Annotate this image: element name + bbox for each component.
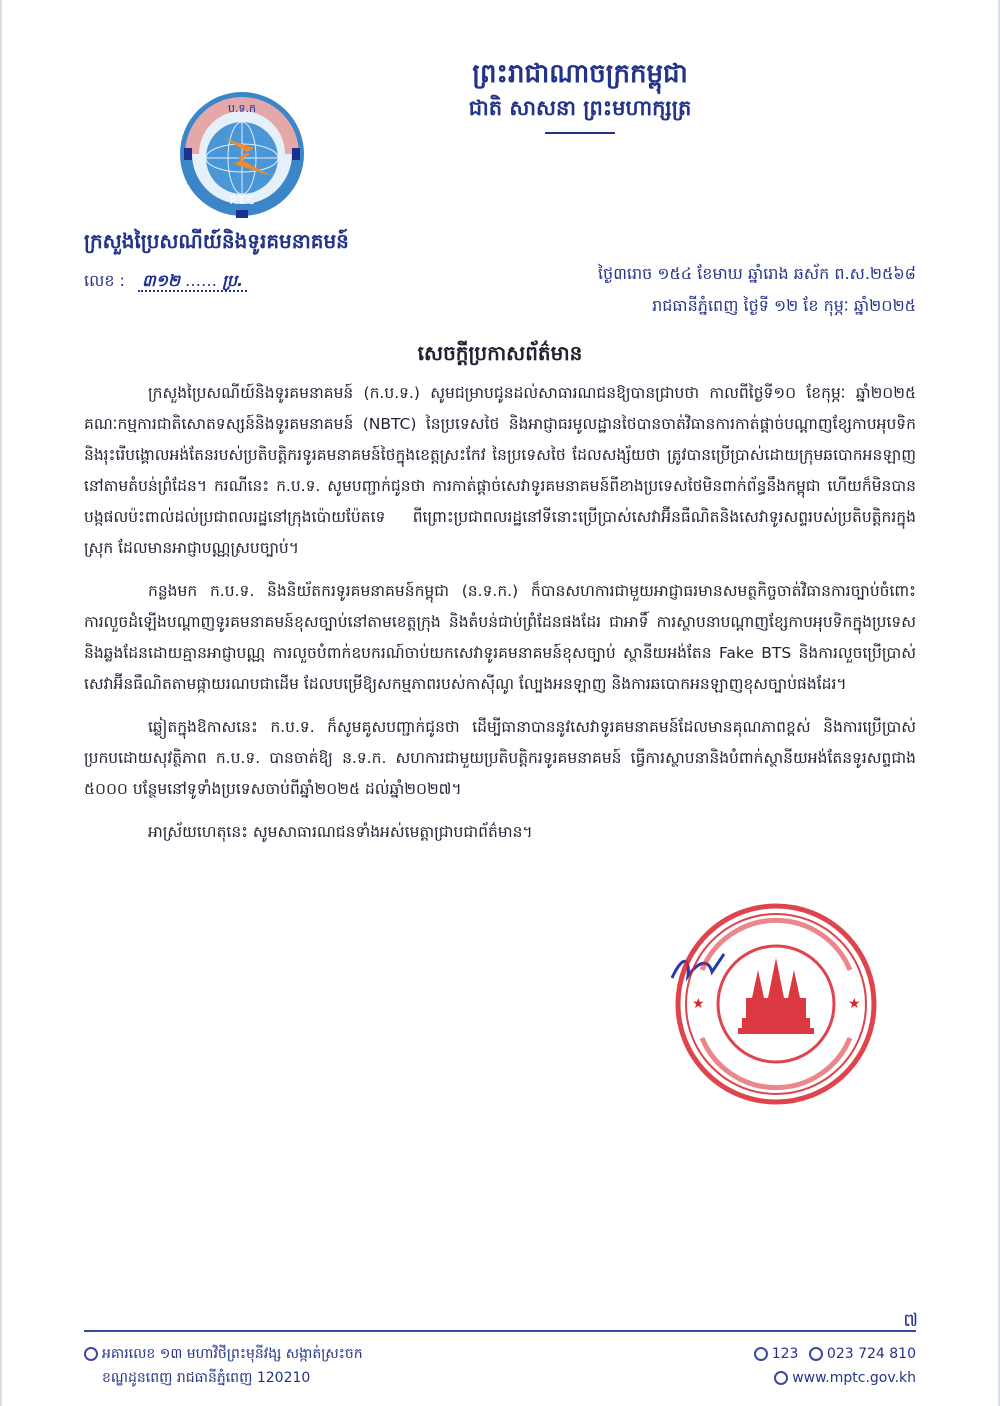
location-pin-icon bbox=[84, 1347, 98, 1361]
ministry-logo bbox=[176, 88, 308, 220]
phone-icon bbox=[809, 1347, 823, 1361]
hotline[interactable]: 123 bbox=[771, 1346, 799, 1362]
document-body bbox=[84, 378, 916, 860]
page-number: ៧ bbox=[903, 1310, 918, 1331]
ministry-name: ក្រសួងប្រៃសណីយ៍និងទូរគមនាគមន៍ bbox=[84, 229, 349, 253]
ornament-divider bbox=[545, 128, 615, 138]
reference-number-value: ៣១២ bbox=[142, 271, 180, 290]
footer-contact bbox=[656, 1342, 916, 1390]
national-motto: ជាតិ សាសនា ព្រះមហាក្សត្រ bbox=[468, 96, 692, 120]
paragraph-4: អាស្រ័យហេតុនេះ សូមសាធារណជនទាំងអស់មេត្តាជ្រាបជាព័ត៌មាន។ bbox=[148, 823, 533, 841]
reference-value: ៣១២ …… ប្រ. bbox=[138, 271, 247, 292]
official-seal bbox=[672, 900, 880, 1108]
lunar-date: ថ្ងៃ៣រោច ១៥៤ ខែមាឃ ឆ្នាំរោង ឆស័ក ព.ស.២៥៦៨ bbox=[597, 264, 916, 283]
paragraph-3: ឆ្លៀតក្នុងឱកាសនេះ ក.ប.ទ. ក៏សូមគូសបញ្ជាក់ជូនថា ដើម្បីធានាបាននូវសេវាទូរគមនាគមន៍ដែលមានគុណភាពខ្ពស់ និងការប្រើប្រាស់ប្រកបដោយសុវត្ថិភាព ក.ប.ទ. បានចាត់ឱ្យ ន.ទ.ក. សហការជាមួយប្រតិបត្តិករទូរគមនាគមន៍ ធ្វើការស្ថាបនានិងបំពាក់ស្ថានីយអង់តែនទូរសព្ទជាង ៥០០០ បន្ថែមនៅទូទាំងប្រទេសចាប់ពីឆ្នាំ២០២៥ ដល់ឆ្នាំ២០២៧។ bbox=[84, 718, 916, 798]
logo-text-bottom: P.T.C bbox=[229, 194, 255, 207]
phone-icon bbox=[754, 1347, 768, 1361]
footer-address bbox=[84, 1342, 604, 1390]
address-line-1: អគារលេខ ១៣ មហាវិថីព្រះមុនីវង្ស សង្កាត់ស្រះចក bbox=[84, 1342, 604, 1366]
svg-text:★: ★ bbox=[692, 996, 705, 1012]
kingdom-header bbox=[300, 56, 860, 138]
svg-text:★: ★ bbox=[848, 996, 861, 1012]
date-block bbox=[446, 258, 916, 322]
paragraph-1: ក្រសួងប្រៃសណីយ៍និងទូរគមនាគមន៍ (ក.ប.ទ.) សូមជម្រាបជូនដល់សាធារណជនឱ្យបានជ្រាបថា កាលពីថ្ងៃទី១០ ខែកុម្ភៈ ឆ្នាំ២០២៥ គណៈកម្មការជាតិសោតទស្សន៍និងទូរគមនាគមន៍ (NBTC) នៃប្រទេសថៃ និងអាជ្ញាធរមូលដ្ឋានថៃបានចាត់វិធានការកាត់ផ្តាច់បណ្តាញខ្សែកាបអុបទិក និងរុះរើបង្គោលអង់តែនរបស់ប្រតិបត្តិករទូរគមនាគមន៍ថៃក្នុងខេត្តស្រះកែវ នៃប្រទេសថៃ ដែលសង្ស័យថា ត្រូវបានប្រើប្រាស់ដោយក្រុមឆបោកអនឡាញនៅតាមតំបន់ព្រំដែន។ ករណីនេះ ក.ប.ទ. សូមបញ្ជាក់ជូនថា ការកាត់ផ្តាច់សេវាទូរគមនាគមន៍ពីខាងប្រទេសថៃមិនពាក់ព័ន្ធនឹងកម្ពុជា ហើយក៏មិនបានបង្កផលប៉ះពាល់ដល់ប្រជាពលរដ្ឋនៅក្រុងប៉ោយប៉ែតទេ ពីព្រោះប្រជាពលរដ្ឋនៅទីនោះប្រើប្រាស់សេវាអ៊ីនធឺណិតនិងសេវាទូរសព្ទរបស់ប្រតិបត្តិករក្នុងស្រុក ដែលមានអាជ្ញាបណ្ណស្របច្បាប់។ bbox=[84, 384, 916, 557]
website-link[interactable]: www.mptc.gov.kh bbox=[792, 1370, 916, 1386]
globe-icon bbox=[774, 1371, 788, 1385]
solar-date: រាជធានីភ្នំពេញ ថ្ងៃទី ១២ ខែ កុម្ភៈ ឆ្នាំ២០២៥ bbox=[652, 296, 916, 315]
document-title: សេចក្តីប្រកាសព័ត៌មាន bbox=[417, 341, 583, 365]
reference-suffix: ប្រ. bbox=[222, 271, 244, 290]
footer-divider bbox=[84, 1330, 916, 1332]
phone-number[interactable]: 023 724 810 bbox=[826, 1346, 916, 1362]
paragraph-2: កន្លងមក ក.ប.ទ. និងនិយ័តករទូរគមនាគមន៍កម្ពុជា (ន.ទ.ក.) ក៏បានសហការជាមួយអាជ្ញាធរមានសមត្ថកិច្ចចាត់វិធានការច្បាប់ចំពោះការលួចដំឡើងបណ្តាញទូរគមនាគមន៍ខុសច្បាប់នៅតាមខេត្តក្រុង និងតំបន់ជាប់ព្រំដែនផងដែរ ជាអាទិ៍ ការស្ថាបនាបណ្តាញខ្សែកាបអុបទិកក្នុងប្រទេសនិងឆ្លងដែនដោយគ្មានអាជ្ញាបណ្ណ ការលួចបំពាក់ឧបករណ៍ចាប់យកសេវាទូរគមនាគមន៍ខុសច្បាប់ ស្ថានីយអង់តែន Fake BTS និងការលួចប្រើប្រាស់សេវាអ៊ីនធឺណិតតាមផ្កាយរណបជាដើម ដែលបម្រើឱ្យសកម្មភាពរបស់កាស៊ីណូ ល្បែងអនឡាញ និងការឆបោកអនឡាញខុសច្បាប់ផងដែរ។ bbox=[84, 582, 916, 693]
kingdom-title: ព្រះរាជាណាចក្រកម្ពុជា bbox=[472, 59, 688, 89]
reference-label: លេខ : bbox=[84, 271, 125, 290]
logo-text-top: ប.ទ.ក bbox=[228, 102, 256, 115]
address-line-2: ខណ្ឌដូនពេញ រាជធានីភ្នំពេញ 120210 bbox=[102, 1370, 311, 1386]
phone-line bbox=[656, 1342, 916, 1366]
reference-number bbox=[84, 270, 444, 294]
website-line bbox=[656, 1366, 916, 1390]
